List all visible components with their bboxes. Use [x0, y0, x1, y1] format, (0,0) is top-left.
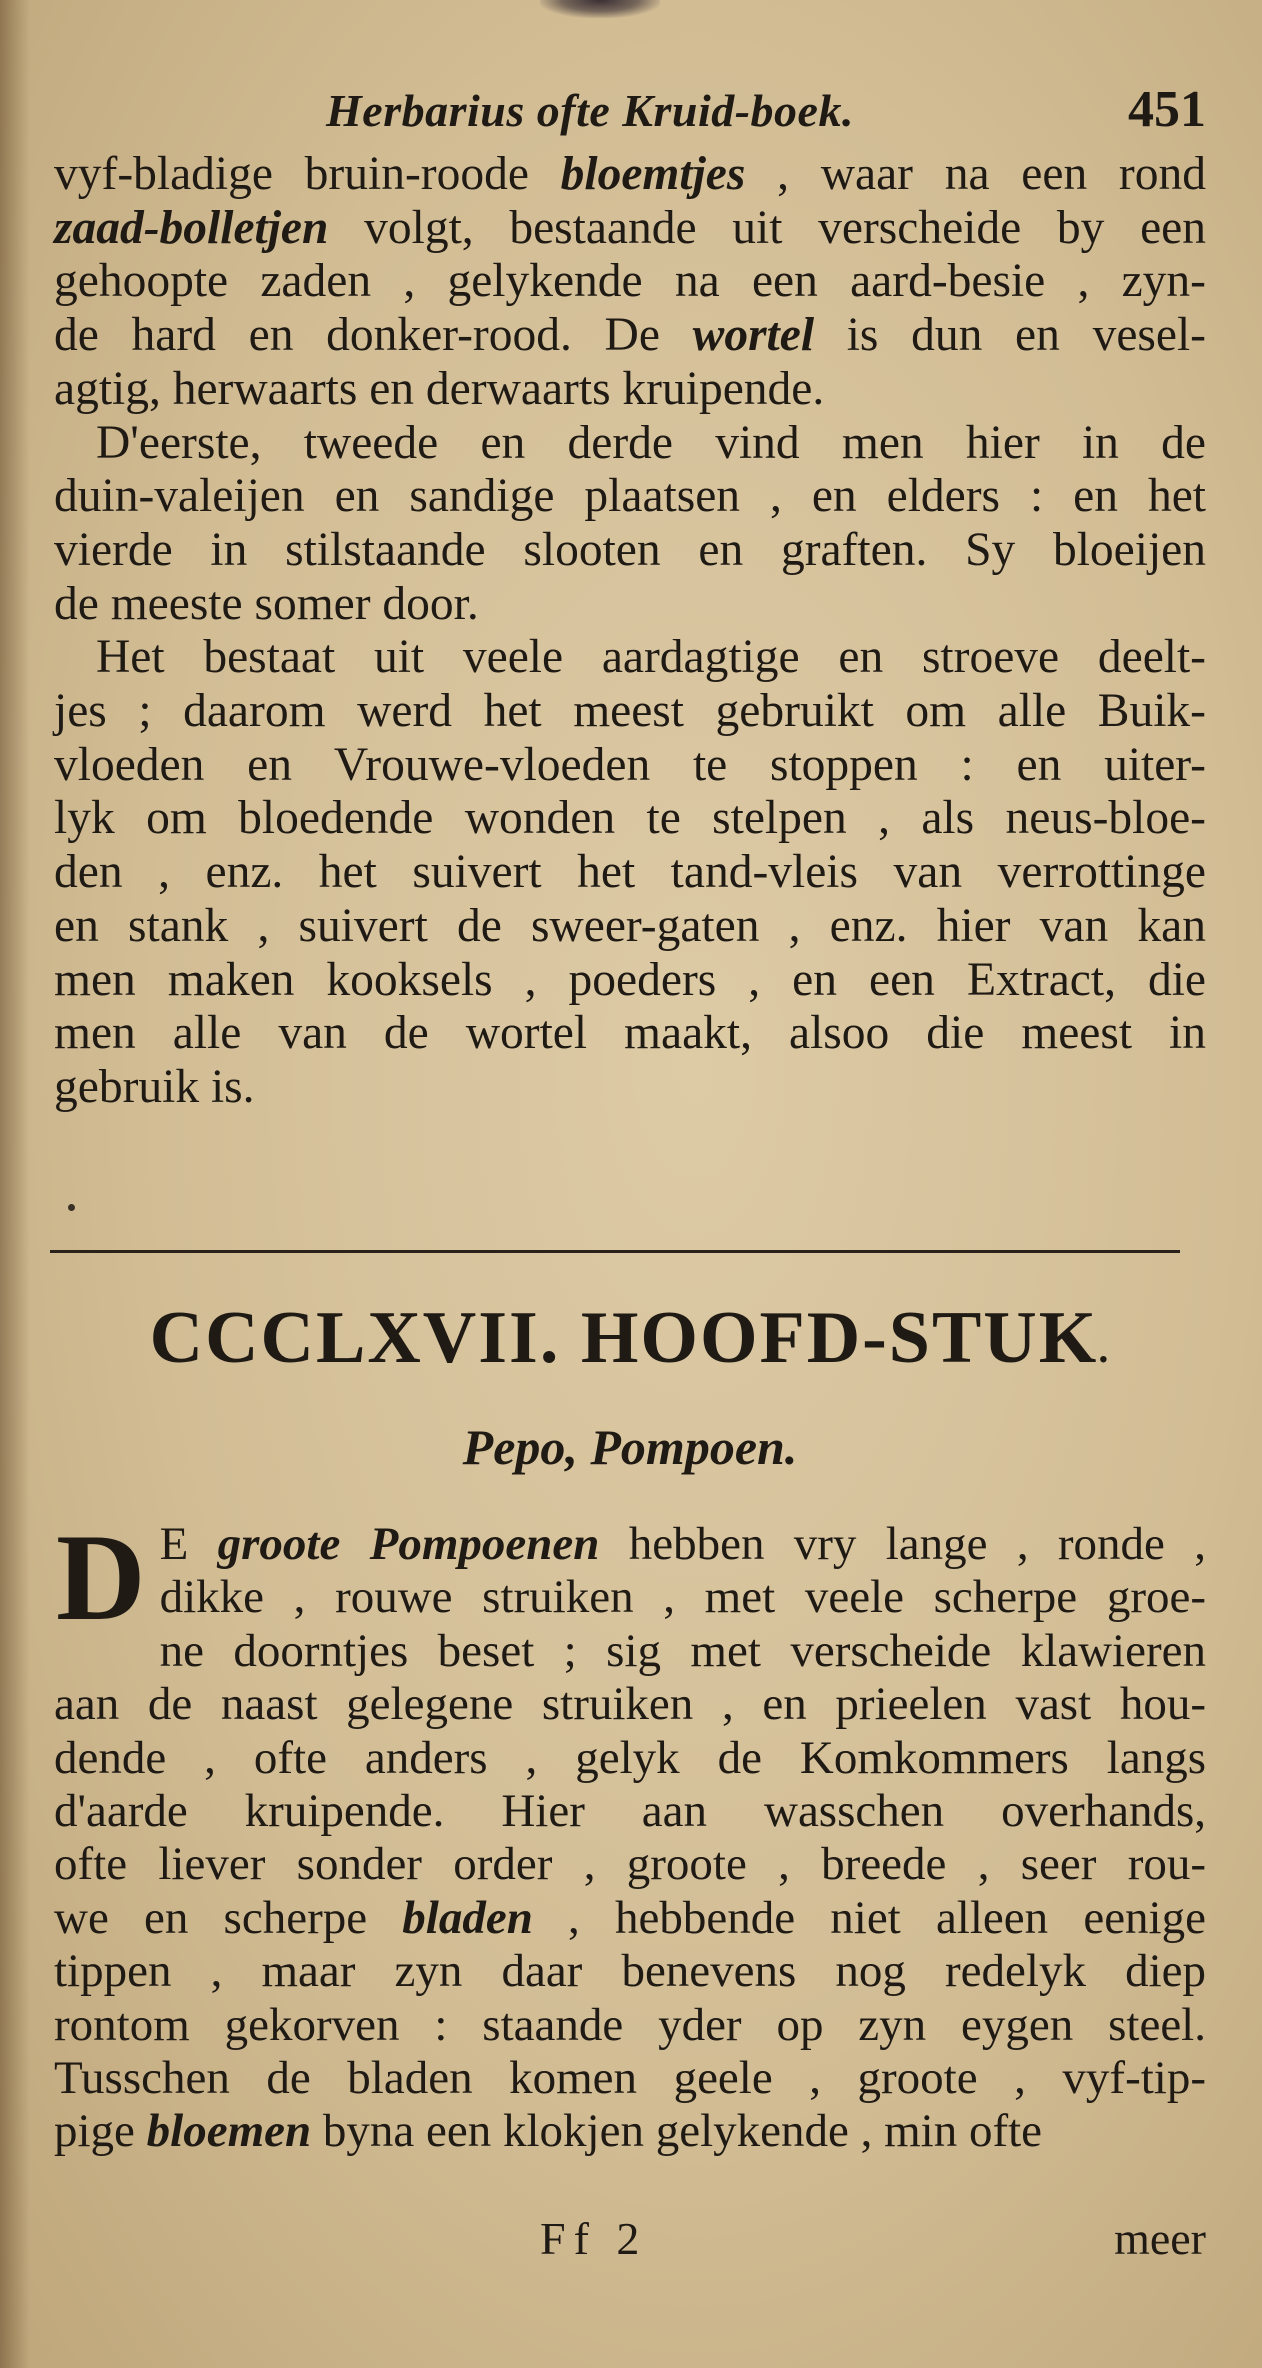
text-line: pige bloemen byna een klokjen gelykende , min ofte	[54, 2105, 1043, 2158]
italic-term: zaad-bolletjen	[54, 201, 329, 254]
text-line: ne doorntjes beset ; sig met verscheide klawieren	[159, 1624, 1206, 1677]
text-line: dikke , rouwe struiken , met veele scherpe groe-	[159, 1571, 1206, 1624]
text-line: de meeste somer door.	[54, 577, 479, 630]
chapter-heading-text: CCCLXVII. HOOFD-STUK	[149, 1297, 1099, 1379]
text-line: dende , ofte anders , gelyk de Komkommers langs	[54, 1731, 1206, 1784]
running-head	[54, 80, 1206, 150]
text-line: gehoopte zaden , gelykende na een aard-besie , zyn-	[54, 255, 1206, 308]
text-line: gebruik is.	[54, 1060, 255, 1113]
text-line: en stank , suivert de sweer-gaten , enz. hier van kan	[54, 899, 1206, 952]
ink-dot	[68, 1204, 75, 1211]
text-line: Tusschen de bladen komen geele , groote , vyf-tip-	[54, 2052, 1206, 2105]
italic-term: groote Pompoenen	[217, 1518, 600, 1570]
text-line: den , enz. het suivert het tand-vleis van verrottinge	[54, 846, 1206, 899]
text-line: lyk om bloedende wonden te stelpen , als neus-bloe-	[54, 792, 1206, 845]
text-line: vierde in stilstaande slooten en graften. Sy bloeijen	[54, 523, 1206, 576]
text-line: E groote Pompoenen hebben vry lange , ronde ,	[159, 1518, 1206, 1570]
chapter-text	[54, 1509, 1206, 2159]
drop-cap: D	[56, 1509, 146, 1646]
text-line: tippen , maar zyn daar benevens nog redelyk diep	[54, 1945, 1206, 1998]
text-line: agtig, herwaarts en derwaarts kruipende.	[54, 362, 825, 415]
top-edge-stain	[540, 0, 660, 18]
paragraph-virtues	[54, 631, 1206, 1114]
text-line: rontom gekorven : staande yder op zyn eygen steel.	[54, 1998, 1206, 2051]
signature-mark: Ff 2	[540, 2213, 648, 2264]
text-line: men alle van de wortel maakt, alsoo die meest in	[54, 1007, 1206, 1060]
text-line: aan de naast gelegene struiken , en prieelen vast hou-	[54, 1678, 1206, 1731]
chapter-heading	[54, 1296, 1206, 1381]
text-line: D'eerste, tweede en derde vind men hier in de	[96, 416, 1206, 469]
text-line: duin-valeijen en sandige plaatsen , en elders : en het	[54, 470, 1206, 523]
text-line: vloeden en Vrouwe-vloeden te stoppen : en uiter-	[54, 738, 1206, 791]
text-line: de hard en donker-rood. De wortel is dun en vesel-	[54, 309, 1206, 362]
text-line: we en scherpe bladen , hebbende niet alleen eenige	[54, 1891, 1206, 1944]
text-line: men maken kooksels , poeders , en een Extract, die	[54, 953, 1206, 1006]
italic-term: bloemen	[146, 2105, 312, 2158]
text-line: vyf-bladige bruin-roode bloemtjes , waar na een rond	[54, 148, 1206, 200]
continued-text	[54, 148, 1206, 1115]
section-rule	[50, 1250, 1180, 1253]
italic-term: bladen	[402, 1891, 533, 1944]
chapter-heading-dot: .	[1098, 1326, 1111, 1371]
running-head-title: Herbarius ofte Kruid-boek.	[326, 85, 854, 136]
italic-term: wortel	[692, 309, 815, 362]
text-line: jes ; daarom werd het meest gebruikt om alle Buik-	[54, 685, 1206, 738]
italic-term: bloemtjes	[560, 148, 746, 200]
text-line: ofte liever sonder order , groote , breede , seer rou-	[54, 1838, 1206, 1891]
text-line: zaad-bolletjen volgt, bestaande uit verscheide by een	[54, 201, 1206, 254]
chapter-paragraph	[54, 1509, 1206, 2159]
page-number: 451	[1128, 81, 1206, 138]
paragraph-description	[54, 148, 1206, 417]
text-line: d'aarde kruipende. Hier aan wasschen overhands,	[54, 1785, 1206, 1838]
catchword: meer	[1114, 2213, 1206, 2264]
paragraph-habitat	[54, 417, 1206, 632]
chapter-subtitle: Pepo, Pompoen.	[462, 1419, 798, 1475]
text-line: Het bestaat uit veele aardagtige en stroeve deelt-	[96, 631, 1206, 684]
